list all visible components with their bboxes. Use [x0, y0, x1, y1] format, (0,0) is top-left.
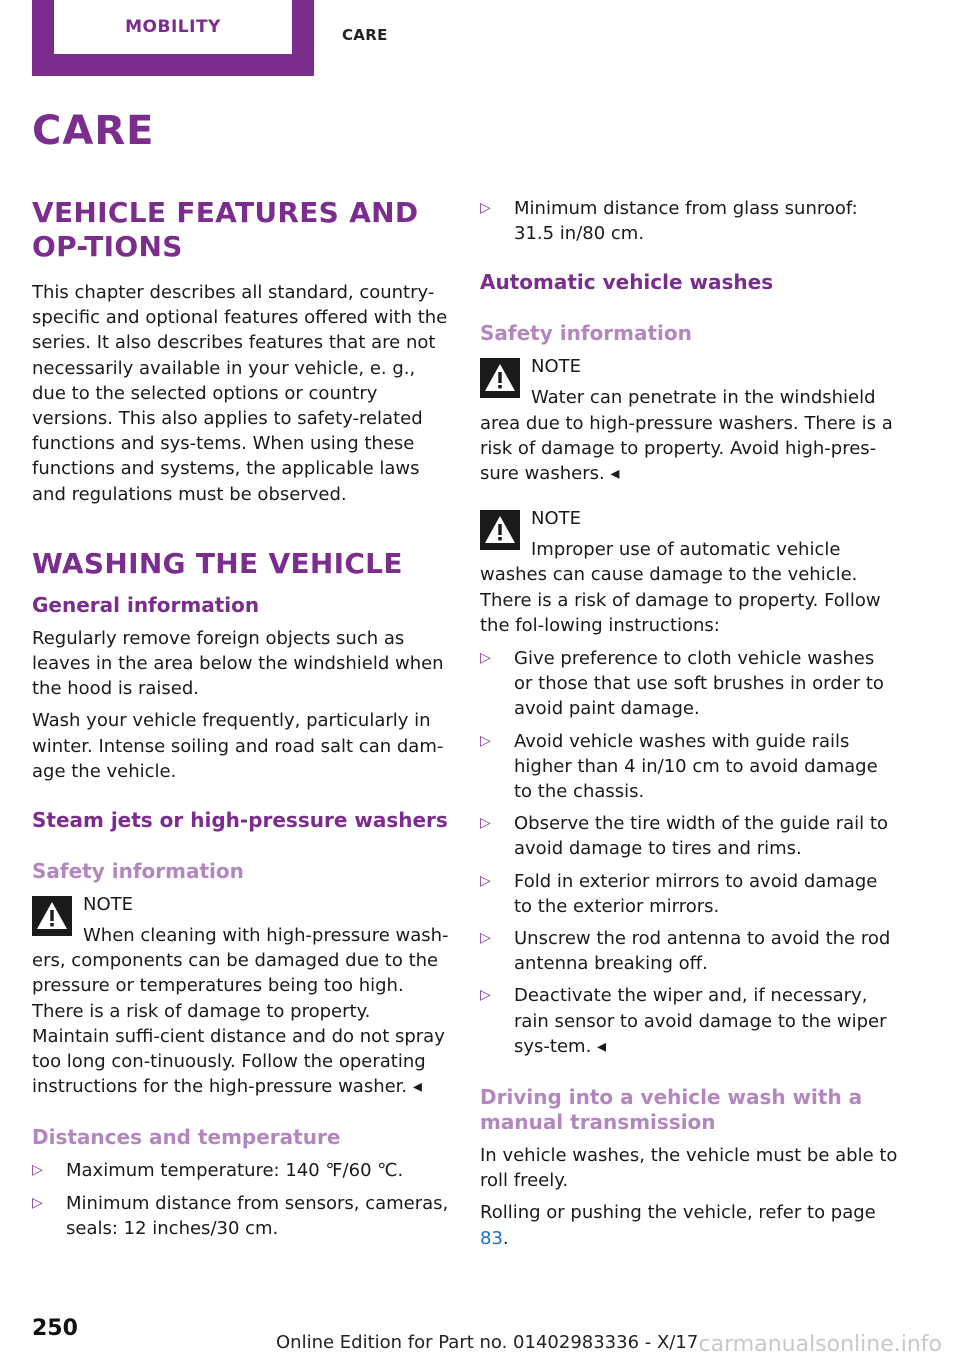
list-distances — [32, 1158, 450, 1241]
bullet-triangle-icon: ▷ — [480, 732, 491, 749]
note-body — [32, 923, 450, 1099]
heading-general-information: General information — [32, 592, 260, 617]
heading-safety-information: Safety information — [32, 859, 244, 884]
bullet-triangle-icon: ▷ — [32, 1162, 43, 1179]
heading-safety-information-2: Safety information — [480, 321, 692, 346]
list-item-text: Avoid vehicle washes with guide rails higher than 4 in/10 cm to avoid damage to the chassis. — [514, 730, 878, 803]
heading-automatic-washes: Automatic vehicle washes — [480, 270, 774, 295]
list-item — [480, 196, 898, 246]
paragraph-manual-2-end: . — [502, 1227, 509, 1249]
note-body-rest: ers, components can be damaged due to the pressure or temperatures being too high. There is a risk of damage to property. Maintain suffi-cient distance and do not spray too long con-tinuously. Follow the operating instructions for the high-pressure washer. ◂ — [32, 950, 445, 1098]
list-item — [480, 646, 898, 722]
note-label: NOTE — [531, 508, 582, 530]
list-item-text: Minimum distance from glass sunroof: 31.5 in/80 cm. — [514, 198, 858, 245]
bullet-triangle-icon: ▷ — [480, 815, 491, 832]
note-body-rest: washes can cause damage to the vehicle. There is a risk of damage to property. Follow the fol-lowing instructions: — [480, 564, 881, 636]
note-body-first-line: Improper use of automatic vehicle — [531, 539, 841, 561]
list-item-text: Observe the tire width of the guide rail to avoid damage to tires and rims. — [514, 813, 888, 860]
list-item-text: Fold in exterior mirrors to avoid damage to the exterior mirrors. — [514, 870, 878, 917]
bullet-triangle-icon: ▷ — [480, 200, 491, 216]
note-high-pressure — [32, 892, 450, 1099]
note-body — [480, 537, 898, 638]
note-label: NOTE — [83, 894, 134, 916]
paragraph-manual-2 — [480, 1200, 898, 1250]
heading-vehicle-features: VEHICLE FEATURES AND OP-TIONS — [32, 196, 419, 263]
header-tabs — [32, 0, 452, 76]
list-item-text: Give preference to cloth vehicle washes or those that use soft brushes in order to avoid paint damage. — [514, 648, 884, 720]
left-column — [32, 196, 450, 1248]
tab-mobility[interactable] — [32, 0, 314, 76]
list-item — [32, 1191, 450, 1241]
paragraph-general-2: Wash your vehicle frequently, particularly in winter. Intense soiling and road salt can dam-age the vehicle. — [32, 710, 444, 782]
list-wash-instructions — [480, 646, 898, 1059]
footer-edition: Online Edition for Part no. 01402983336 - X/17 — [276, 1332, 699, 1353]
page-link[interactable]: 83 — [480, 1227, 503, 1249]
bullet-triangle-icon: ▷ — [480, 650, 491, 667]
note-body — [480, 385, 898, 486]
bullet-triangle-icon: ▷ — [32, 1194, 43, 1211]
list-item — [32, 1158, 450, 1183]
paragraph-general-1: Regularly remove foreign objects such as leaves in the area below the windshield when the hood is raised. — [32, 627, 444, 700]
list-item-text: Minimum distance from sensors, cameras, seals: 12 inches/30 cm. — [66, 1192, 449, 1239]
list-item-text: Deactivate the wiper and, if necessary, rain sensor to avoid damage to the wiper sys-tem. ◂ — [514, 985, 887, 1057]
bullet-triangle-icon: ▷ — [480, 930, 491, 947]
tab-mobility-label: MOBILITY — [54, 0, 292, 54]
paragraph-manual-2-text: Rolling or pushing the vehicle, refer to page — [480, 1202, 876, 1224]
list-item — [480, 926, 898, 976]
list-item — [480, 983, 898, 1059]
list-item-text: Maximum temperature: 140 ℉/60 ℃. — [66, 1160, 404, 1182]
warning-icon — [480, 510, 520, 550]
bullet-triangle-icon: ▷ — [480, 987, 491, 1004]
heading-distances-temperature: Distances and temperature — [32, 1125, 341, 1150]
warning-icon — [32, 896, 72, 936]
paragraph-features: This chapter describes all standard, country-specific and optional features offered with the series. It also describes features that are not necessarily available in your vehicle, e. g., due to the selected options or country versions. This also applies to safety-related functions and sys-tems. When using these functions and systems, the applicable laws and regulations must be observed. — [32, 282, 448, 505]
heading-manual-transmission: Driving into a vehicle wash with a manual transmission — [480, 1085, 863, 1135]
list-item-text: Unscrew the rod antenna to avoid the rod antenna breaking off. — [514, 928, 891, 975]
note-body-rest: area due to high-pressure washers. There is a risk of damage to property. Avoid high-pres-sure washers. ◂ — [480, 412, 893, 485]
note-body-first-line: Water can penetrate in the windshield — [531, 387, 876, 409]
bullet-triangle-icon: ▷ — [480, 872, 491, 889]
page-number: 250 — [32, 1316, 78, 1341]
page-title: CARE — [32, 108, 155, 154]
note-label: NOTE — [531, 356, 582, 378]
heading-steam-jets: Steam jets or high-pressure washers — [32, 808, 448, 833]
note-body-first-line: When cleaning with high-pressure wash- — [83, 925, 449, 947]
right-column — [480, 196, 898, 1258]
watermark: carmanualsonline.info — [698, 1332, 942, 1357]
warning-icon — [480, 358, 520, 398]
list-item — [480, 729, 898, 805]
list-item — [480, 869, 898, 919]
note-automatic-washes — [480, 506, 898, 638]
tab-care[interactable]: CARE — [342, 26, 388, 44]
list-distances-continued — [480, 196, 898, 246]
paragraph-manual-1: In vehicle washes, the vehicle must be able to roll freely. — [480, 1145, 898, 1192]
note-windshield — [480, 354, 898, 486]
list-item — [480, 811, 898, 861]
heading-washing-the-vehicle: WASHING THE VEHICLE — [32, 546, 403, 580]
